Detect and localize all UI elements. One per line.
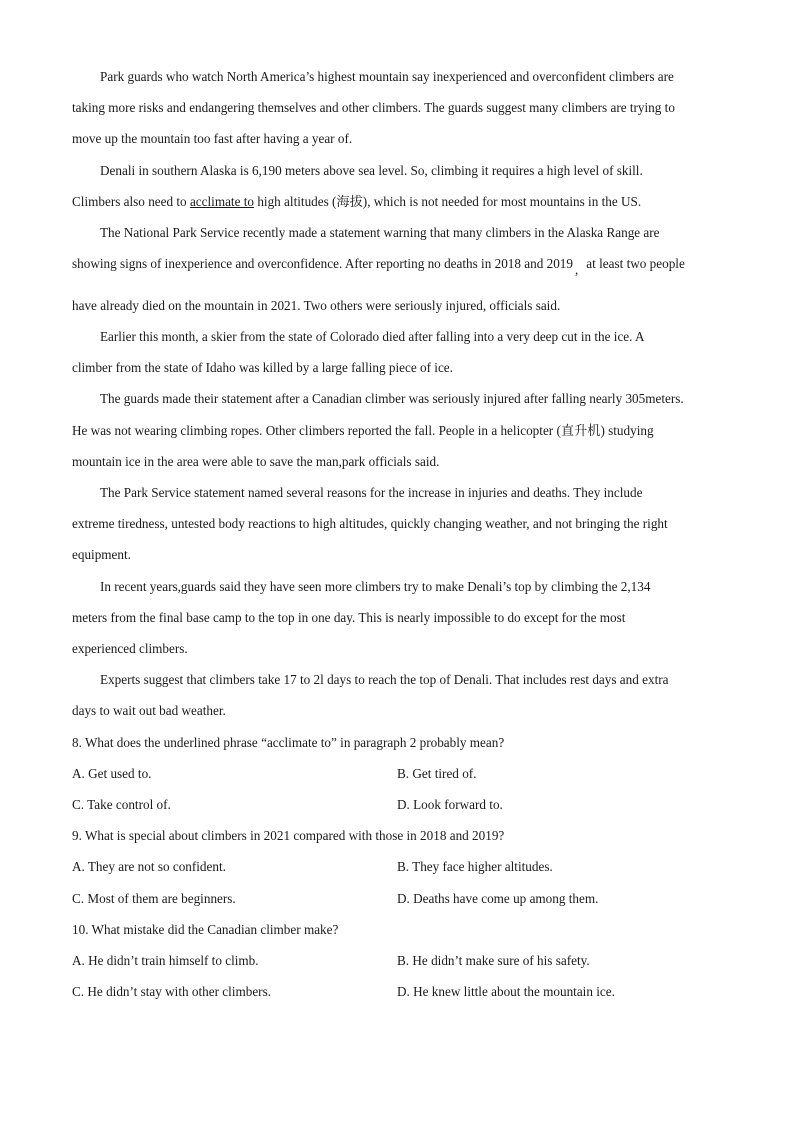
- paragraph-3-line-2-post: at least two people: [586, 256, 685, 271]
- paragraph-5-line-1: The guards made their statement after a Canadian climber was seriously injured after falling nearly 305meters.: [100, 391, 684, 406]
- question-10-option-b: B. He didn’t make sure of his safety.: [397, 953, 590, 968]
- paragraph-6-line-3: equipment.: [72, 547, 131, 562]
- paragraph-2-line-2: [72, 194, 732, 210]
- paragraph-6-line-1: The Park Service statement named several reasons for the increase in injuries and deaths. They include: [100, 485, 643, 500]
- paragraph-7-line-3: experienced climbers.: [72, 641, 188, 656]
- paragraph-8-line-2: days to wait out bad weather.: [72, 703, 226, 718]
- paragraph-3-line-1: The National Park Service recently made a statement warning that many climbers in the Alaska Range are: [100, 225, 660, 240]
- paragraph-3-line-2: [72, 256, 732, 277]
- question-9-option-a: A. They are not so confident.: [72, 859, 226, 874]
- paragraph-2-line-2-post: high altitudes (海拔), which is not needed for most mountains in the US.: [254, 194, 642, 209]
- question-8-option-d: D. Look forward to.: [397, 797, 503, 812]
- paragraph-8-line-1: Experts suggest that climbers take 17 to 2l days to reach the top of Denali. That includes rest days and extra: [100, 672, 669, 687]
- paragraph-7-line-2: meters from the final base camp to the top in one day. This is nearly impossible to do except for the most: [72, 610, 626, 625]
- question-8-option-a: A. Get used to.: [72, 766, 152, 781]
- question-9-stem: 9. What is special about climbers in 2021 compared with those in 2018 and 2019?: [72, 828, 505, 843]
- question-10-stem: 10. What mistake did the Canadian climber make?: [72, 922, 339, 937]
- question-9-option-b: B. They face higher altitudes.: [397, 859, 553, 874]
- paragraph-2-line-1: Denali in southern Alaska is 6,190 meters above sea level. So, climbing it requires a high level of skill.: [100, 163, 643, 178]
- question-10-option-d: D. He knew little about the mountain ice.: [397, 984, 615, 999]
- paragraph-5-line-3: mountain ice in the area were able to save the man,park officials said.: [72, 454, 440, 469]
- question-8-option-b: B. Get tired of.: [397, 766, 477, 781]
- paragraph-5-line-2: He was not wearing climbing ropes. Other climbers reported the fall. People in a helicopter (直升机) studying: [72, 423, 654, 438]
- question-10-option-a: A. He didn’t train himself to climb.: [72, 953, 259, 968]
- question-8-option-c: C. Take control of.: [72, 797, 171, 812]
- paragraph-7-line-1: In recent years,guards said they have seen more climbers try to make Denali’s top by climbing the 2,134: [100, 579, 651, 594]
- question-9-option-d: D. Deaths have come up among them.: [397, 891, 599, 906]
- paragraph-3-line-3: have already died on the mountain in 2021. Two others were seriously injured, officials said.: [72, 298, 561, 313]
- paragraph-3-comma: ,: [575, 262, 579, 277]
- question-9-option-c: C. Most of them are beginners.: [72, 891, 236, 906]
- paragraph-3-line-2-pre: showing signs of inexperience and overconfidence. After reporting no deaths in 2018 and 2019: [72, 256, 573, 271]
- paragraph-2-line-2-pre: Climbers also need to: [72, 194, 190, 209]
- paragraph-4-line-2: climber from the state of Idaho was killed by a large falling piece of ice.: [72, 360, 453, 375]
- paragraph-1-line-3: move up the mountain too fast after having a year of.: [72, 131, 353, 146]
- question-8-stem: 8. What does the underlined phrase “acclimate to” in paragraph 2 probably mean?: [72, 735, 505, 750]
- paragraph-4-line-1: Earlier this month, a skier from the state of Colorado died after falling into a very deep cut in the ice. A: [100, 329, 645, 344]
- question-10-option-c: C. He didn’t stay with other climbers.: [72, 984, 272, 999]
- paragraph-1-line-2: taking more risks and endangering themselves and other climbers. The guards suggest many climbers are trying to: [72, 100, 675, 115]
- underlined-phrase: acclimate to: [189, 194, 255, 209]
- paragraph-1-line-1: Park guards who watch North America’s highest mountain say inexperienced and overconfident climbers are: [100, 69, 674, 84]
- paragraph-6-line-2: extreme tiredness, untested body reactions to high altitudes, quickly changing weather, and not bringing the right: [72, 516, 668, 531]
